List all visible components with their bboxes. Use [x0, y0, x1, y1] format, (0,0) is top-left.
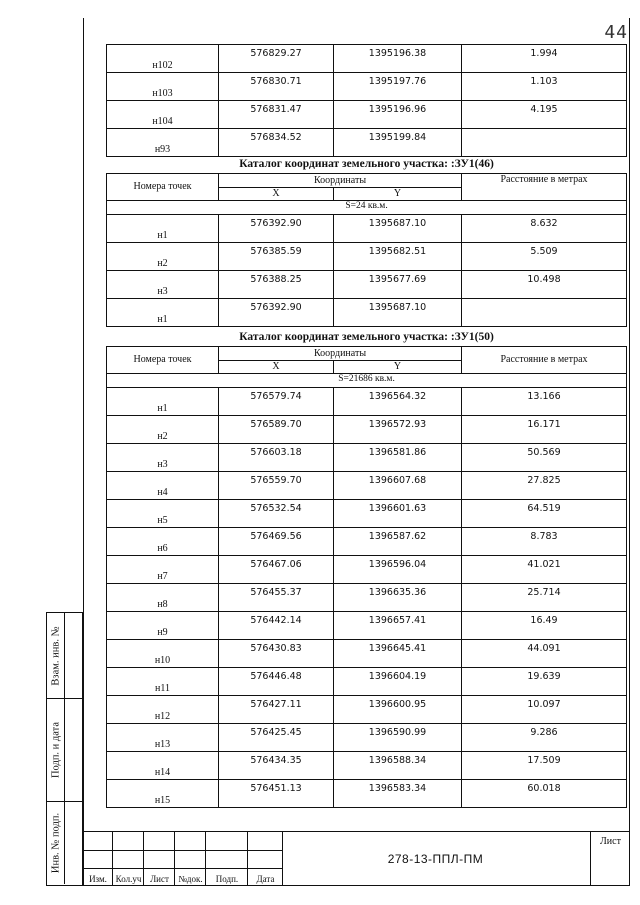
distance: 64.519 — [462, 499, 627, 527]
distance: 1.994 — [462, 45, 627, 73]
coord-x: 576451.13 — [219, 779, 334, 807]
table-row — [107, 298, 627, 326]
point-id: н1 — [107, 214, 219, 242]
table-row — [107, 723, 627, 751]
col-ndok: №док. — [175, 832, 206, 886]
coord-y: 1396572.93 — [334, 415, 462, 443]
table-row — [107, 415, 627, 443]
catalog-title: Каталог координат земельного участка: :ЗУ1(50) — [239, 331, 494, 343]
table-row — [107, 779, 627, 807]
coord-x: 576385.59 — [219, 242, 334, 270]
coord-x: 576455.37 — [219, 583, 334, 611]
coord-x: 576442.14 — [219, 611, 334, 639]
distance: 4.195 — [462, 101, 627, 129]
coord-y: 1396596.04 — [334, 555, 462, 583]
coord-x: 576834.52 — [219, 129, 334, 157]
table-row — [107, 387, 627, 415]
table-row — [107, 270, 627, 298]
sheet-label: Лист — [600, 836, 621, 847]
point-id: н14 — [107, 751, 219, 779]
coord-y: 1396588.34 — [334, 751, 462, 779]
catalog-50 — [106, 329, 626, 808]
point-id: н104 — [107, 101, 219, 129]
point-id: н5 — [107, 499, 219, 527]
coord-y: 1396583.34 — [334, 779, 462, 807]
point-id: н93 — [107, 129, 219, 157]
point-id: н7 — [107, 555, 219, 583]
coord-x: 576427.11 — [219, 695, 334, 723]
coord-x: 576467.06 — [219, 555, 334, 583]
coord-x: 576532.54 — [219, 499, 334, 527]
coord-x: 576830.71 — [219, 73, 334, 101]
table-row — [107, 667, 627, 695]
area-label: S=21686 кв.м. — [107, 373, 627, 387]
distance: 44.091 — [462, 639, 627, 667]
header-coords: Координаты — [219, 346, 462, 360]
point-id: н3 — [107, 443, 219, 471]
header-y: Y — [334, 360, 462, 373]
distance: 19.639 — [462, 667, 627, 695]
coord-y: 1395196.96 — [334, 101, 462, 129]
area-label: S=24 кв.м. — [107, 200, 627, 214]
coord-y: 1396607.68 — [334, 471, 462, 499]
table-row — [107, 45, 627, 73]
coord-y: 1396604.19 — [334, 667, 462, 695]
distance: 13.166 — [462, 387, 627, 415]
catalog-46 — [106, 156, 626, 327]
coord-x: 576388.25 — [219, 270, 334, 298]
coord-y: 1396587.62 — [334, 527, 462, 555]
point-id: н103 — [107, 73, 219, 101]
distance: 8.632 — [462, 214, 627, 242]
coord-x: 576559.70 — [219, 471, 334, 499]
distance: 27.825 — [462, 471, 627, 499]
table-row — [107, 527, 627, 555]
distance — [462, 129, 627, 157]
distance: 9.286 — [462, 723, 627, 751]
sheet-box — [590, 832, 630, 886]
coord-y: 1395196.38 — [334, 45, 462, 73]
coord-y: 1395682.51 — [334, 242, 462, 270]
coord-x: 576829.27 — [219, 45, 334, 73]
point-id: н15 — [107, 779, 219, 807]
catalog-title: Каталог координат земельного участка: :ЗУ1(46) — [239, 158, 494, 170]
table-row — [107, 443, 627, 471]
coord-y: 1395677.69 — [334, 270, 462, 298]
col-data: Дата — [248, 832, 283, 886]
table-row — [107, 695, 627, 723]
table-row — [107, 101, 627, 129]
distance: 25.714 — [462, 583, 627, 611]
table-row — [107, 499, 627, 527]
header-points: Номера точек — [107, 346, 219, 373]
distance: 1.103 — [462, 73, 627, 101]
point-id: н3 — [107, 270, 219, 298]
document-code: 278-13-ППЛ-ПМ — [387, 852, 484, 866]
distance: 17.509 — [462, 751, 627, 779]
point-id: н1 — [107, 298, 219, 326]
point-id: н1 — [107, 387, 219, 415]
point-id: н6 — [107, 527, 219, 555]
side-label-inventory: Инв. № подп. — [50, 812, 61, 874]
point-id: н8 — [107, 583, 219, 611]
coord-y: 1396600.95 — [334, 695, 462, 723]
coord-y: 1395197.76 — [334, 73, 462, 101]
sheet-number: 44 — [604, 22, 628, 43]
header-distance: Расстояние в метрах — [462, 173, 627, 200]
point-id: н2 — [107, 242, 219, 270]
point-id: н2 — [107, 415, 219, 443]
coord-x: 576392.90 — [219, 214, 334, 242]
coord-x: 576392.90 — [219, 298, 334, 326]
table-row — [107, 583, 627, 611]
distance: 60.018 — [462, 779, 627, 807]
header-coords: Координаты — [219, 173, 462, 187]
header-y: Y — [334, 187, 462, 200]
point-id: н4 — [107, 471, 219, 499]
coord-x: 576603.18 — [219, 443, 334, 471]
point-id: н9 — [107, 611, 219, 639]
col-podp: Подп. — [206, 832, 248, 886]
table-row — [107, 129, 627, 157]
distance — [462, 298, 627, 326]
title-block — [83, 831, 630, 886]
coord-y: 1396645.41 — [334, 639, 462, 667]
distance: 5.509 — [462, 242, 627, 270]
distance: 41.021 — [462, 555, 627, 583]
coord-y: 1396564.32 — [334, 387, 462, 415]
side-stamp — [46, 612, 83, 886]
point-id: н11 — [107, 667, 219, 695]
table-row — [107, 555, 627, 583]
header-distance: Расстояние в метрах — [462, 346, 627, 373]
table-row — [107, 471, 627, 499]
col-kol-uch: Кол.уч — [113, 832, 144, 886]
point-id: н102 — [107, 45, 219, 73]
coord-y: 1395687.10 — [334, 214, 462, 242]
coord-x: 576579.74 — [219, 387, 334, 415]
distance: 10.498 — [462, 270, 627, 298]
table-row — [107, 751, 627, 779]
side-cell-replace — [47, 613, 82, 699]
coord-x: 576425.45 — [219, 723, 334, 751]
table-row — [107, 611, 627, 639]
coord-x: 576434.35 — [219, 751, 334, 779]
coord-x: 576831.47 — [219, 101, 334, 129]
point-id: н12 — [107, 695, 219, 723]
coord-y: 1396657.41 — [334, 611, 462, 639]
coord-y: 1396581.86 — [334, 443, 462, 471]
header-x: X — [219, 360, 334, 373]
distance: 50.569 — [462, 443, 627, 471]
header-x: X — [219, 187, 334, 200]
coord-y: 1396635.36 — [334, 583, 462, 611]
point-id: н13 — [107, 723, 219, 751]
distance: 16.49 — [462, 611, 627, 639]
table-row — [107, 242, 627, 270]
table-row — [107, 214, 627, 242]
table-row — [107, 639, 627, 667]
coord-y: 1395687.10 — [334, 298, 462, 326]
col-list: Лист — [144, 832, 175, 886]
coord-y: 1396590.99 — [334, 723, 462, 751]
table-row — [107, 73, 627, 101]
distance: 10.097 — [462, 695, 627, 723]
coord-x: 576469.56 — [219, 527, 334, 555]
distance: 8.783 — [462, 527, 627, 555]
distance: 16.171 — [462, 415, 627, 443]
side-label-signature: Подп. и дата — [50, 721, 61, 779]
side-label-replace: Взам. инв. № — [50, 625, 61, 686]
col-izm: Изм. — [83, 832, 113, 886]
coord-x: 576446.48 — [219, 667, 334, 695]
coord-x: 576589.70 — [219, 415, 334, 443]
side-cell-signature — [47, 699, 82, 802]
header-points: Номера точек — [107, 173, 219, 200]
point-id: н10 — [107, 639, 219, 667]
tail-table — [106, 44, 626, 157]
coord-x: 576430.83 — [219, 639, 334, 667]
coord-y: 1395199.84 — [334, 129, 462, 157]
side-cell-inventory — [47, 802, 82, 884]
coord-y: 1396601.63 — [334, 499, 462, 527]
